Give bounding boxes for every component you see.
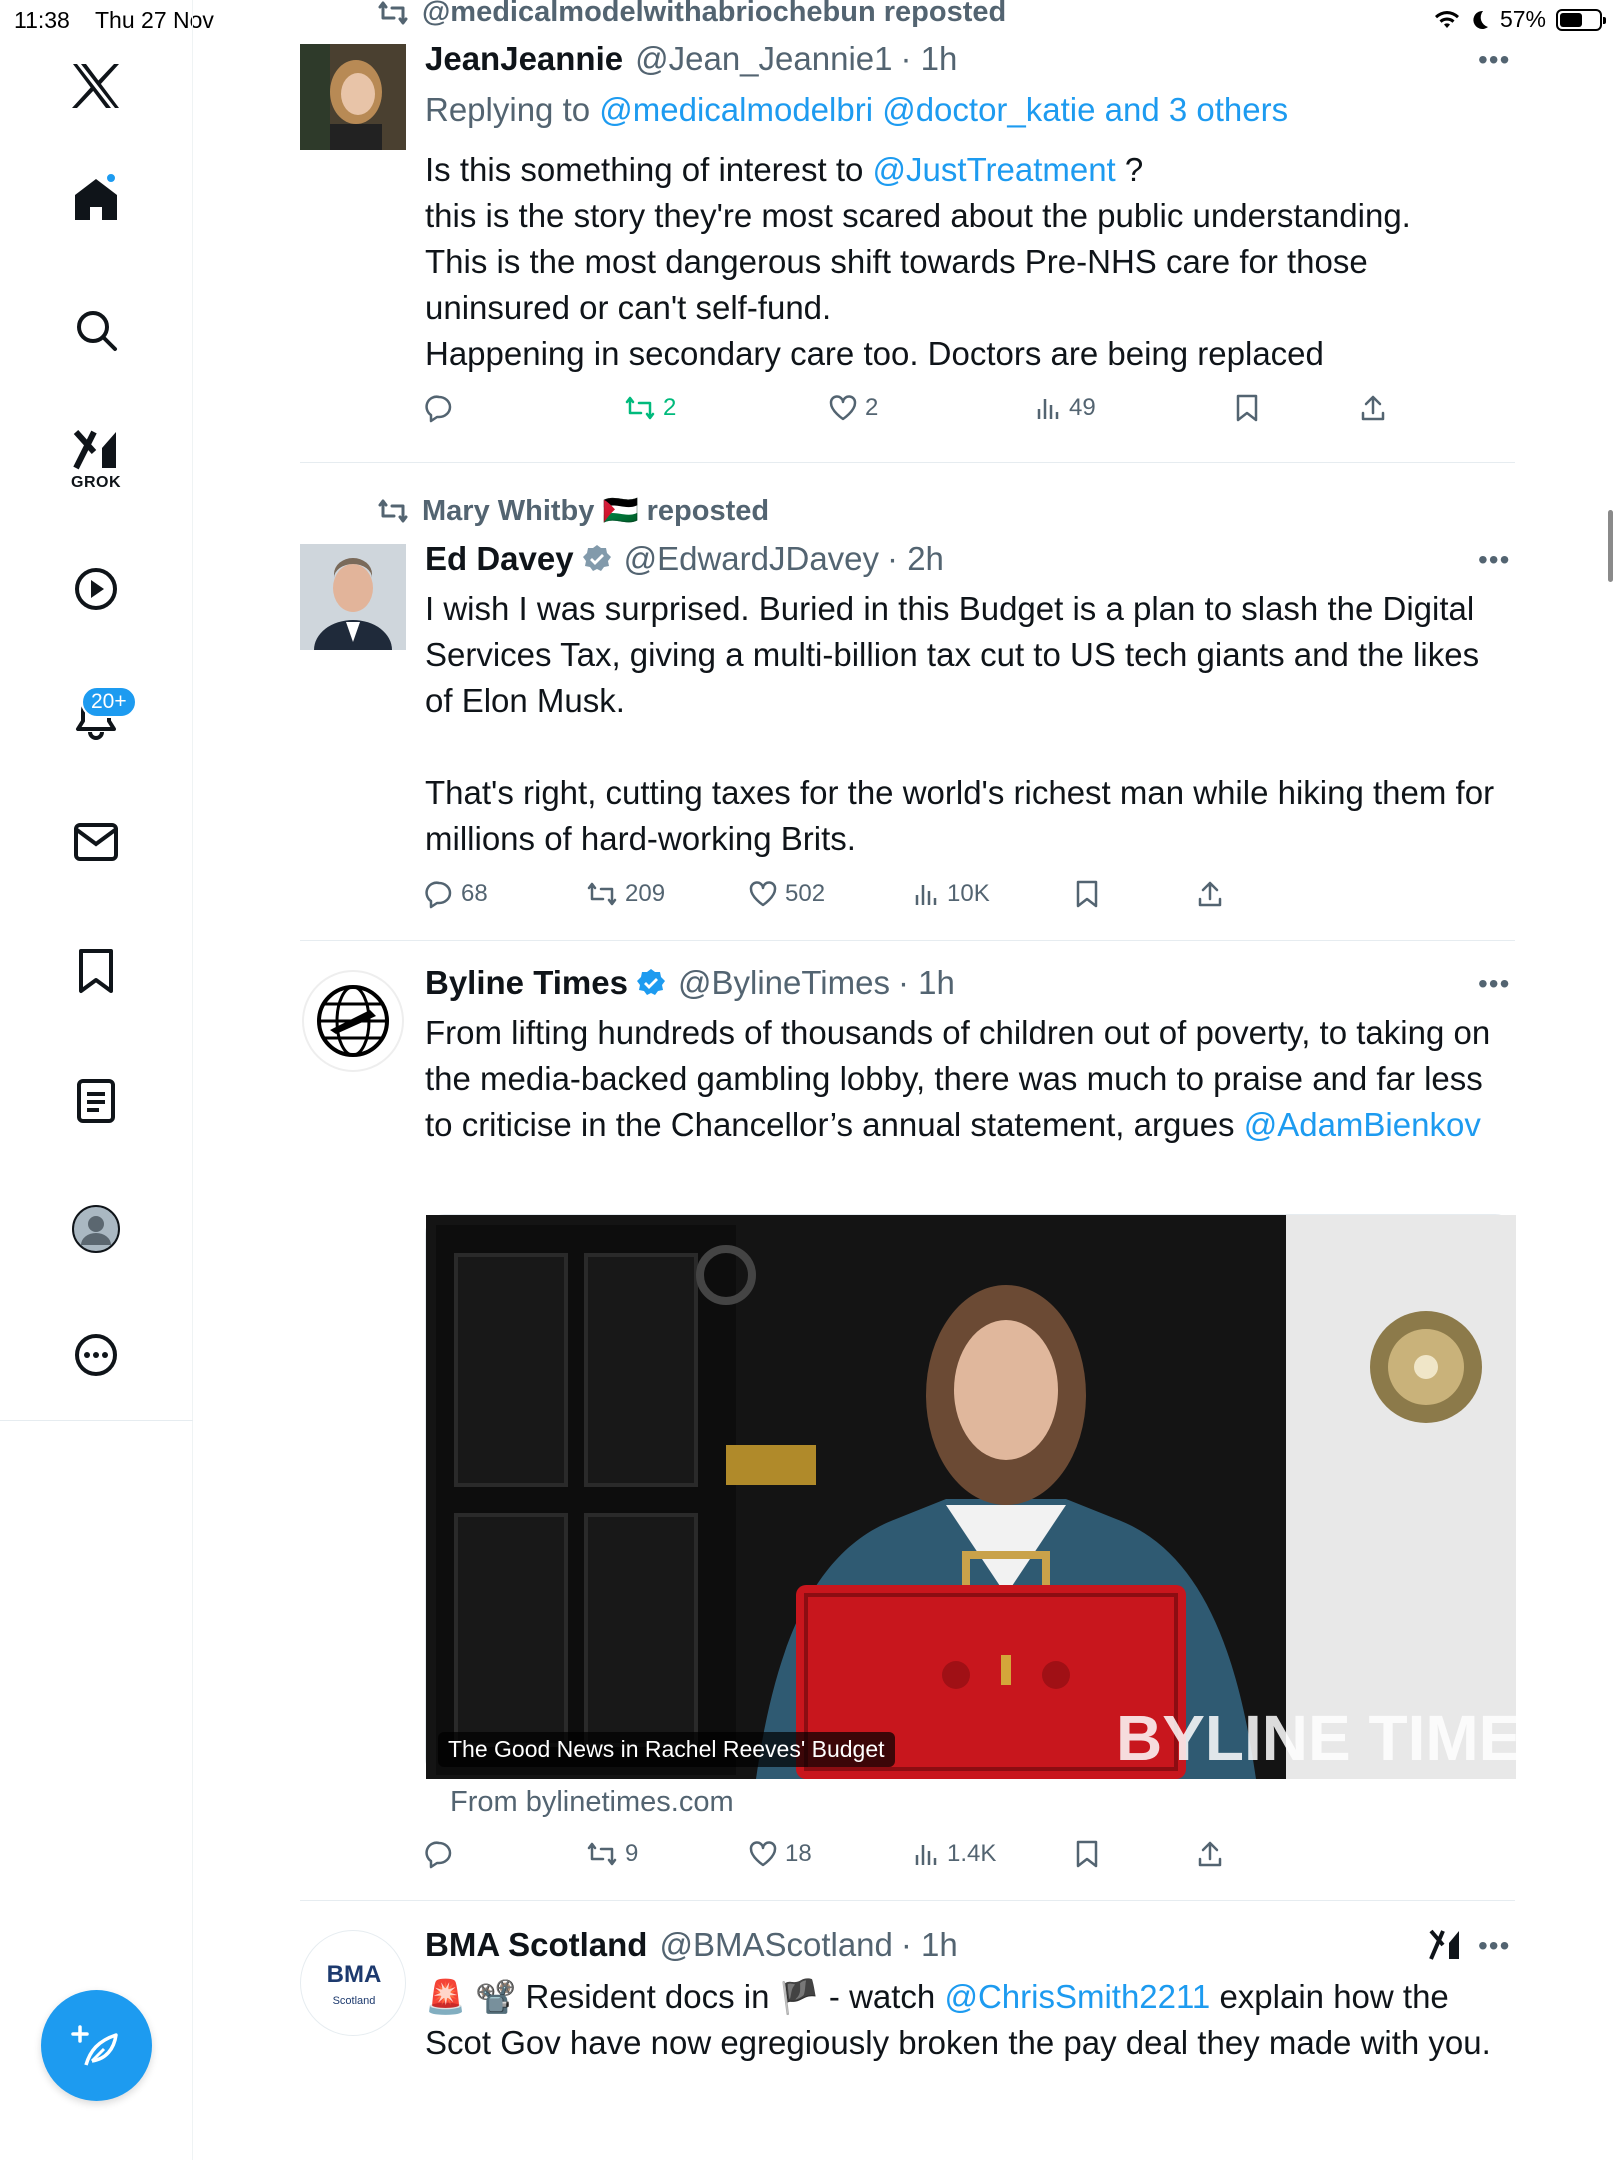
scrollbar[interactable] xyxy=(1608,510,1613,582)
reply-button[interactable] xyxy=(425,1840,453,1868)
card-domain[interactable]: From bylinetimes.com xyxy=(450,1786,734,1818)
like-button[interactable] xyxy=(829,394,878,422)
author-name[interactable]: Ed Davey xyxy=(425,540,574,577)
tweet-header xyxy=(425,40,957,78)
view-count: 1.4K xyxy=(947,1840,997,1867)
more-options-icon[interactable]: ••• xyxy=(1478,968,1511,999)
verified-badge-icon xyxy=(636,968,666,998)
like-count: 2 xyxy=(865,394,879,421)
author-name[interactable]: Byline Times xyxy=(425,964,628,1001)
tweet-text xyxy=(425,1010,1515,1148)
reply-icon xyxy=(425,394,453,422)
card-watermark: BYLINE TIMES xyxy=(1116,1702,1565,1774)
views-button[interactable] xyxy=(913,1840,996,1868)
wifi-icon xyxy=(1434,10,1460,30)
avatar[interactable] xyxy=(300,544,406,650)
author-handle[interactable]: @BMAScotland xyxy=(659,1926,893,1963)
mention-link[interactable]: @AdamBienkov xyxy=(1243,1106,1481,1143)
mention-link[interactable]: @JustTreatment xyxy=(872,151,1116,188)
bookmark-icon xyxy=(1075,1840,1099,1868)
reply-button[interactable] xyxy=(425,394,453,422)
share-icon xyxy=(1197,1840,1223,1868)
tweet-divider xyxy=(300,462,1515,463)
reply-prefix: Replying to xyxy=(425,91,600,128)
tweet-text-line: Is this something of interest to xyxy=(425,151,873,188)
more-options-icon[interactable]: ••• xyxy=(1478,1930,1511,1961)
tweet-paragraph: explain how the Scot Gov have now egregiously broken the pay deal they made with you. xyxy=(425,1978,1491,2061)
share-button[interactable] xyxy=(1197,880,1223,908)
nav-notifications[interactable] xyxy=(73,690,127,740)
share-icon xyxy=(1197,880,1223,908)
grok-label: GROK xyxy=(71,474,121,491)
bookmark-button[interactable] xyxy=(1235,394,1259,422)
share-button[interactable] xyxy=(1360,394,1386,422)
repost-icon xyxy=(587,881,617,907)
like-count: 502 xyxy=(785,880,826,907)
avatar[interactable] xyxy=(300,1930,406,2036)
reply-count: 68 xyxy=(461,880,488,907)
tweet-time: · 1h xyxy=(900,1926,958,1963)
avatar-photo-jeanjeannie xyxy=(300,44,406,150)
nav-home[interactable] xyxy=(73,176,119,222)
more-options-icon[interactable]: ••• xyxy=(1478,44,1511,75)
nav-messages[interactable] xyxy=(73,822,119,862)
tweet-text xyxy=(425,147,1515,377)
reply-icon xyxy=(425,880,453,908)
reply-to-users[interactable]: @medicalmodelbri @doctor_katie and 3 others xyxy=(599,91,1289,128)
tweet-paragraph: 🚨 📽️ Resident docs in 🏴 - watch xyxy=(425,1978,945,2015)
play-icon xyxy=(73,566,119,612)
repost-button[interactable] xyxy=(587,1840,638,1868)
tweet-text xyxy=(425,1974,1515,2066)
sidebar xyxy=(0,0,193,2160)
mail-icon xyxy=(73,822,119,862)
reply-context xyxy=(425,91,1288,129)
search-icon xyxy=(74,308,118,352)
grok-explain-icon[interactable] xyxy=(1428,1928,1462,1962)
tweet-header xyxy=(425,1926,958,1964)
tweet-text xyxy=(425,586,1515,862)
repost-icon xyxy=(378,0,408,26)
x-logo-icon xyxy=(70,62,122,110)
tweet-paragraph: From lifting hundreds of thousands of children out of poverty, to taking on the media-backed gambling lobby, there was much to praise and far less to criticise in the Chancellor’s annual statement, argues xyxy=(425,1014,1491,1143)
view-count: 49 xyxy=(1069,394,1096,421)
author-name[interactable]: BMA Scotland xyxy=(425,1926,648,1963)
tweet-paragraph: I wish I was surprised. Buried in this Budget is a plan to slash the Digital Services Tax, giving a multi-billion tax cut to US tech giants and the likes of Elon Musk. xyxy=(425,590,1480,719)
views-icon xyxy=(913,881,939,907)
tweet-header xyxy=(425,540,944,578)
link-card[interactable] xyxy=(425,1214,1565,1778)
nav-bookmarks[interactable] xyxy=(77,948,115,994)
tweet-header xyxy=(425,964,955,1002)
battery-percent: 57% xyxy=(1499,6,1546,32)
share-icon xyxy=(1360,394,1386,422)
repost-icon xyxy=(378,498,408,524)
repost-count: 9 xyxy=(625,1840,639,1867)
nav-lists[interactable] xyxy=(76,1078,116,1124)
repost-label: @medicalmodelwithabriochebun reposted xyxy=(422,0,1007,28)
tweet-time: · 2h xyxy=(887,540,944,577)
heart-icon xyxy=(749,1841,777,1867)
notifications-badge: 20+ xyxy=(81,686,137,718)
views-icon xyxy=(913,1841,939,1867)
like-button[interactable] xyxy=(749,1840,812,1868)
repost-indicator xyxy=(378,494,769,528)
nav-more[interactable] xyxy=(73,1332,119,1378)
verified-badge-icon xyxy=(582,544,612,574)
views-button[interactable] xyxy=(913,880,990,908)
byline-times-logo-icon xyxy=(300,968,406,1074)
repost-indicator xyxy=(378,0,1006,29)
views-icon xyxy=(1035,395,1061,421)
status-date: Thu 27 Nov xyxy=(95,7,214,33)
repost-count: 209 xyxy=(625,880,666,907)
battery-icon xyxy=(1556,9,1602,31)
bookmark-icon xyxy=(1075,880,1099,908)
moon-icon xyxy=(1470,9,1490,31)
avatar-photo-ed-davey xyxy=(300,544,406,650)
views-button[interactable] xyxy=(1035,394,1096,422)
nav-profile[interactable] xyxy=(71,1204,121,1254)
like-button[interactable] xyxy=(749,880,825,908)
author-handle[interactable]: @BylineTimes xyxy=(677,964,890,1001)
tweet-text-line: ? xyxy=(1115,151,1144,188)
bookmark-icon xyxy=(77,948,115,994)
tweet-divider xyxy=(300,1900,1515,1901)
tweet-time: · 1h xyxy=(897,964,955,1001)
status-time: 11:38 xyxy=(14,7,70,33)
view-count: 10K xyxy=(947,880,990,907)
tweet-text-line: This is the most dangerous shift towards Pre-NHS care for those uninsured or can't self-fund. xyxy=(425,243,1368,326)
repost-icon xyxy=(587,1841,617,1867)
battery-fill xyxy=(1560,13,1582,27)
grok-icon xyxy=(72,428,120,472)
compose-button[interactable] xyxy=(41,1990,152,2101)
profile-avatar-icon xyxy=(71,1204,121,1254)
more-options-icon[interactable]: ••• xyxy=(1478,544,1511,575)
author-handle[interactable]: @Jean_Jeannie1 xyxy=(635,40,893,77)
nav-grok[interactable] xyxy=(71,428,121,492)
tweet-text-line: this is the story they're most scared about the public understanding. xyxy=(425,197,1411,234)
heart-icon xyxy=(829,395,857,421)
mention-link[interactable]: @ChrisSmith2211 xyxy=(944,1978,1211,2015)
avatar[interactable] xyxy=(300,44,406,150)
bma-logo-text: BMA xyxy=(326,1961,382,1988)
avatar[interactable] xyxy=(300,968,406,1074)
like-count: 18 xyxy=(785,1840,812,1867)
bookmark-button[interactable] xyxy=(1075,1840,1099,1868)
bookmark-button[interactable] xyxy=(1075,880,1099,908)
tweet-divider xyxy=(300,940,1515,941)
tweet-actions xyxy=(425,394,1425,428)
tweet-paragraph: That's right, cutting taxes for the world's richest man while hiking them for millions of hard-working Brits. xyxy=(425,774,1495,857)
home-notification-dot xyxy=(105,172,117,184)
author-handle[interactable]: @EdwardJDavey xyxy=(623,540,880,577)
repost-label: Mary Whitby 🇵🇸 reposted xyxy=(422,495,770,527)
bma-logo-subtext: Scotland xyxy=(332,1995,376,2007)
nav-video[interactable] xyxy=(73,566,119,612)
reply-icon xyxy=(425,1840,453,1868)
sidebar-rule xyxy=(0,1420,193,1421)
bookmark-icon xyxy=(1235,394,1259,422)
repost-count: 2 xyxy=(663,394,677,421)
nav-explore[interactable] xyxy=(74,308,118,352)
x-logo[interactable] xyxy=(70,62,122,110)
author-name[interactable]: JeanJeannie xyxy=(425,40,624,77)
repost-icon xyxy=(625,395,655,421)
repost-button[interactable] xyxy=(587,880,665,908)
status-right xyxy=(1434,6,1602,33)
reply-button[interactable] xyxy=(425,880,488,908)
share-button[interactable] xyxy=(1197,1840,1223,1868)
tweet-actions xyxy=(425,880,1425,914)
tweet-text-line: Happening in secondary care too. Doctors are being replaced xyxy=(425,335,1324,372)
card-title: The Good News in Rachel Reeves' Budget xyxy=(438,1732,895,1767)
more-circle-icon xyxy=(73,1332,119,1378)
link-card-image xyxy=(426,1215,1565,1779)
repost-button[interactable] xyxy=(625,394,676,422)
heart-icon xyxy=(749,881,777,907)
tweet-actions xyxy=(425,1840,1425,1874)
list-icon xyxy=(76,1078,116,1124)
tweet-time: · 1h xyxy=(900,40,958,77)
compose-feather-icon xyxy=(72,2021,122,2071)
